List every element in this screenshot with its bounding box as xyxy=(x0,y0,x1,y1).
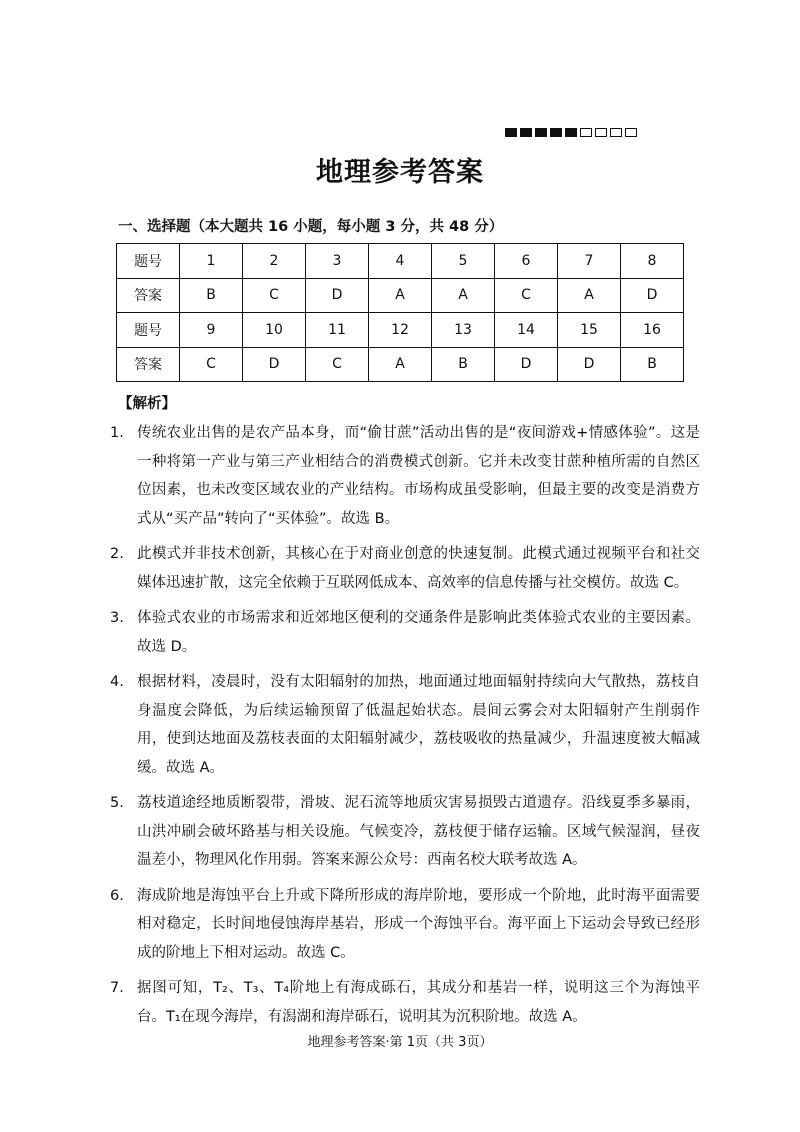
table-cell: D xyxy=(243,347,306,382)
explanation-number: 6. xyxy=(110,887,124,904)
explanation-text: 此模式并非技术创新，其核心在于对商业创意的快速复制。此模式通过视频平台和社交媒体迅速扩散，这完全依赖于互联网低成本、高效率的信息传播与社交模仿。故选 C。 xyxy=(137,546,700,591)
table-cell: 6 xyxy=(495,244,558,279)
table-cell: C xyxy=(243,278,306,313)
filled-square xyxy=(550,128,562,137)
table-cell: 11 xyxy=(306,313,369,348)
explanation-text: 海成阶地是海蚀平台上升或下降所形成的海岸阶地，要形成一个阶地，此时海平面需要相对稳定，长时间地侵蚀海岸基岩，形成一个海蚀平台。海平面上下运动会导致已经形成的阶地上下相对运动。故选 C。 xyxy=(137,887,700,961)
page-footer: 地理参考答案·第 1页（共 3页） xyxy=(307,1035,493,1050)
table-cell: D xyxy=(306,278,369,313)
section-heading: 一、选择题（本大题共 16 小题，每小题 3 分，共 48 分） xyxy=(118,219,504,235)
explanation-item xyxy=(110,540,700,597)
explanation-text: 据图可知，T₂、T₃、T₄阶地上有海成砾石，其成分和基岩一样，说明这三个为海蚀平台。T₁在现今海岸，有潟湖和海岸砾石，说明其为沉积阶地。故选 A。 xyxy=(137,980,700,1025)
empty-square xyxy=(610,128,622,137)
page-title: 地理参考答案 xyxy=(316,157,484,188)
explanation-number: 2. xyxy=(110,546,124,562)
explanation-item xyxy=(110,882,700,968)
table-cell: B xyxy=(621,347,684,382)
table-cell: B xyxy=(432,347,495,382)
table-cell: 1 xyxy=(180,244,243,279)
table-cell: D xyxy=(621,278,684,313)
table-cell: A xyxy=(432,278,495,313)
table-cell: 5 xyxy=(432,244,495,279)
table-cell: 15 xyxy=(558,313,621,348)
explanation-number: 5. xyxy=(110,795,124,811)
table-row xyxy=(117,244,684,279)
answer-table xyxy=(116,243,684,382)
row-header-cell: 答案 xyxy=(117,278,180,313)
table-cell: 2 xyxy=(243,244,306,279)
explanation-list xyxy=(110,419,700,1038)
explanation-number: 4. xyxy=(110,674,124,690)
explanation-item xyxy=(110,668,700,782)
table-cell: 8 xyxy=(621,244,684,279)
explanation-item xyxy=(110,419,700,533)
table-cell: 7 xyxy=(558,244,621,279)
filled-square xyxy=(535,128,547,137)
explanation-number: 7. xyxy=(110,980,124,996)
row-header-cell: 题号 xyxy=(117,244,180,279)
explanation-text: 传统农业出售的是农产品本身，而“偷甘蔗”活动出售的是“夜间游戏+情感体验”。这是一种将第一产业与第三产业相结合的消费模式创新。它并未改变甘蔗种植所需的自然区位因素，也未改变区域农业的产业结构。市场构成虽受影响，但最主要的改变是消费方式从“买产品”转向了“买体验”。故选 B。 xyxy=(137,425,700,527)
table-cell: D xyxy=(558,347,621,382)
explanation-number: 3. xyxy=(110,610,124,626)
empty-square xyxy=(625,128,637,137)
filled-square xyxy=(520,128,532,137)
table-cell: A xyxy=(558,278,621,313)
table-row xyxy=(117,278,684,313)
table-cell: 12 xyxy=(369,313,432,348)
explanation-item xyxy=(110,974,700,1031)
explanation-item xyxy=(110,789,700,875)
row-header-cell: 题号 xyxy=(117,313,180,348)
explanation-number: 1. xyxy=(110,425,124,441)
table-cell: 3 xyxy=(306,244,369,279)
table-cell: A xyxy=(369,278,432,313)
table-cell: 13 xyxy=(432,313,495,348)
explanation-text: 荔枝道途经地质断裂带，滑坡、泥石流等地质灾害易损毁古道遗存。沿线夏季多暴雨，山洪冲刷会破坏路基与相关设施。气候变冷，荔枝便于储存运输。区域气候湿润，昼夜温差小，物理风化作用弱。答案来源公众号：西南名校大联考故选 A。 xyxy=(137,795,700,868)
explanation-text: 体验式农业的市场需求和近郊地区便利的交通条件是影响此类体验式农业的主要因素。故选 D。 xyxy=(137,610,700,655)
table-cell: 4 xyxy=(369,244,432,279)
analysis-label: 【解析】 xyxy=(118,396,176,412)
table-cell: B xyxy=(180,278,243,313)
explanation-item xyxy=(110,604,700,661)
table-cell: 10 xyxy=(243,313,306,348)
filled-square xyxy=(505,128,517,137)
table-cell: C xyxy=(495,278,558,313)
row-header-cell: 答案 xyxy=(117,347,180,382)
table-row xyxy=(117,313,684,348)
explanation-text: 根据材料，凌晨时，没有太阳辐射的加热，地面通过地面辐射持续向大气散热，荔枝自身温度会降低，为后续运输预留了低温起始状态。晨间云雾会对太阳辐射产生削弱作用，使到达地面及荔枝表面的太阳辐射减少，荔枝吸收的热量减少，升温速度被大幅减缓。故选 A。 xyxy=(137,674,700,776)
empty-square xyxy=(580,128,592,137)
table-row xyxy=(117,347,684,382)
table-cell: D xyxy=(495,347,558,382)
progress-marker xyxy=(505,128,637,137)
table-cell: 16 xyxy=(621,313,684,348)
empty-square xyxy=(595,128,607,137)
table-cell: C xyxy=(306,347,369,382)
table-cell: 14 xyxy=(495,313,558,348)
filled-square xyxy=(565,128,577,137)
table-cell: C xyxy=(180,347,243,382)
table-cell: A xyxy=(369,347,432,382)
table-cell: 9 xyxy=(180,313,243,348)
